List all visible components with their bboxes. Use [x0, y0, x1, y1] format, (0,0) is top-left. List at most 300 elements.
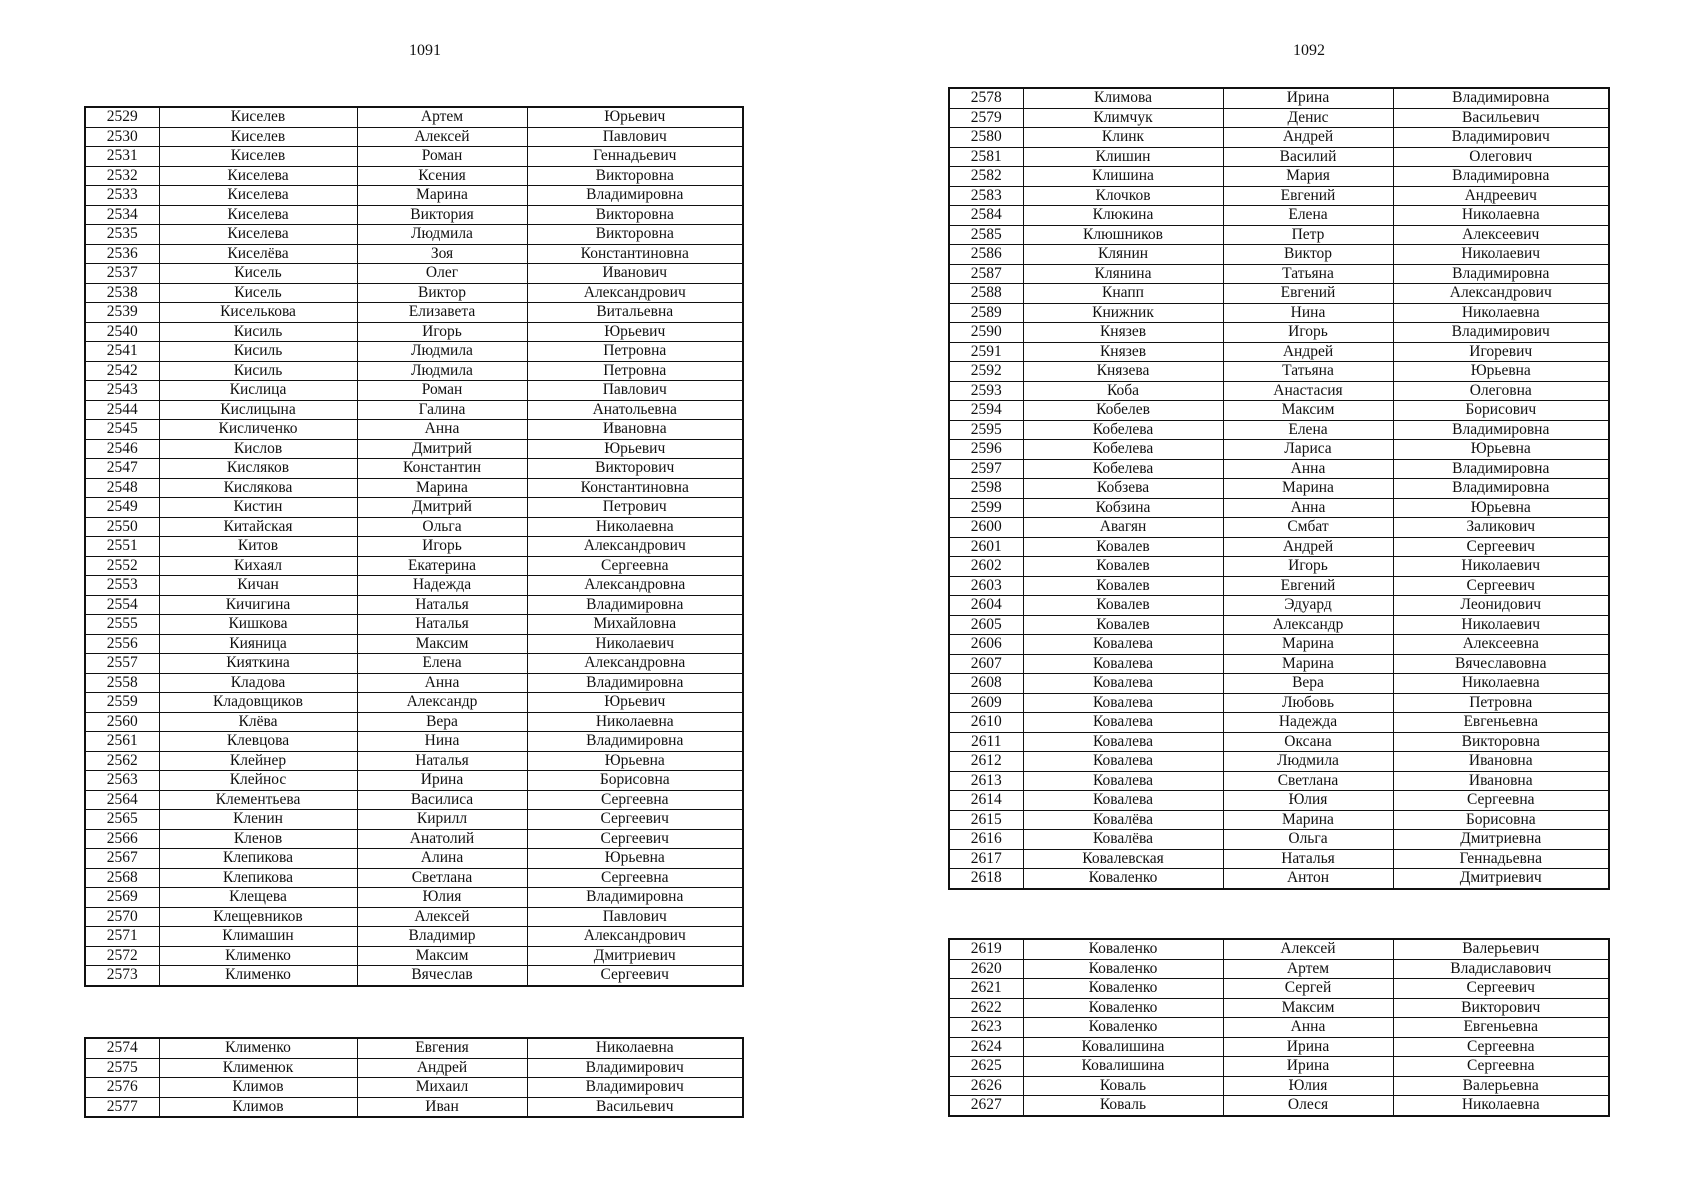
surname-cell: Клименко — [159, 1038, 357, 1058]
table-row — [949, 303, 1609, 323]
record-number-cell: 2612 — [949, 752, 1023, 772]
record-number-cell: 2591 — [949, 342, 1023, 362]
patronymic-cell: Леонидович — [1393, 596, 1609, 616]
record-number-cell: 2573 — [85, 966, 159, 986]
table-row — [949, 998, 1609, 1018]
first-name-cell: Елена — [357, 654, 527, 674]
patronymic-cell: Николаевич — [1393, 615, 1609, 635]
surname-cell: Климов — [159, 1078, 357, 1098]
surname-cell: Кленин — [159, 810, 357, 830]
patronymic-cell: Валерьевна — [1393, 1076, 1609, 1096]
record-number-cell: 2561 — [85, 732, 159, 752]
table-row — [85, 1058, 743, 1078]
patronymic-cell: Александрович — [527, 283, 743, 303]
patronymic-cell: Викторовна — [527, 225, 743, 245]
first-name-cell: Владимир — [357, 927, 527, 947]
table-row — [85, 322, 743, 342]
patronymic-cell: Николаевич — [527, 634, 743, 654]
first-name-cell: Андрей — [1223, 537, 1393, 557]
record-number-cell: 2586 — [949, 245, 1023, 265]
table-row — [85, 888, 743, 908]
surname-cell: Ковалевская — [1023, 849, 1223, 869]
surname-cell: Клименко — [159, 946, 357, 966]
surname-cell: Князев — [1023, 342, 1223, 362]
first-name-cell: Эдуард — [1223, 596, 1393, 616]
first-name-cell: Максим — [1223, 998, 1393, 1018]
first-name-cell: Андрей — [1223, 342, 1393, 362]
surname-cell: Клянин — [1023, 245, 1223, 265]
first-name-cell: Анна — [1223, 498, 1393, 518]
patronymic-cell: Петровна — [527, 361, 743, 381]
record-number-cell: 2545 — [85, 420, 159, 440]
surname-cell: Ковалева — [1023, 654, 1223, 674]
patronymic-cell: Ивановна — [1393, 752, 1609, 772]
surname-cell: Коваленко — [1023, 998, 1223, 1018]
record-number-cell: 2546 — [85, 439, 159, 459]
first-name-cell: Марина — [1223, 654, 1393, 674]
surname-cell: Коваленко — [1023, 979, 1223, 999]
surname-cell: Кобзева — [1023, 479, 1223, 499]
record-number-cell: 2623 — [949, 1018, 1023, 1038]
table-row — [949, 791, 1609, 811]
first-name-cell: Зоя — [357, 244, 527, 264]
record-number-cell: 2599 — [949, 498, 1023, 518]
patronymic-cell: Викторовна — [1393, 732, 1609, 752]
table-row — [949, 401, 1609, 421]
patronymic-cell: Дмитриевич — [527, 946, 743, 966]
table-row — [949, 1096, 1609, 1116]
surname-cell: Кияница — [159, 634, 357, 654]
record-number-cell: 2581 — [949, 147, 1023, 167]
first-name-cell: Надежда — [357, 576, 527, 596]
table-row — [949, 771, 1609, 791]
surname-cell: Киселёва — [159, 244, 357, 264]
first-name-cell: Елизавета — [357, 303, 527, 323]
patronymic-cell: Дмитриевна — [1393, 830, 1609, 850]
table-row — [949, 1018, 1609, 1038]
first-name-cell: Алексей — [357, 907, 527, 927]
first-name-cell: Ольга — [1223, 830, 1393, 850]
table-row — [85, 361, 743, 381]
first-name-cell: Дмитрий — [357, 498, 527, 518]
first-name-cell: Оксана — [1223, 732, 1393, 752]
surname-cell: Коваль — [1023, 1076, 1223, 1096]
surname-cell: Ковалева — [1023, 635, 1223, 655]
first-name-cell: Виктор — [1223, 245, 1393, 265]
table-row — [85, 107, 743, 127]
record-number-cell: 2550 — [85, 517, 159, 537]
patronymic-cell: Константиновна — [527, 478, 743, 498]
surname-cell: Кичигина — [159, 595, 357, 615]
record-number-cell: 2590 — [949, 323, 1023, 343]
table-row — [949, 206, 1609, 226]
first-name-cell: Александр — [1223, 615, 1393, 635]
register-table-right-continued — [948, 938, 1610, 1117]
patronymic-cell: Викторович — [1393, 998, 1609, 1018]
table-row — [949, 615, 1609, 635]
first-name-cell: Петр — [1223, 225, 1393, 245]
surname-cell: Климов — [159, 1097, 357, 1117]
record-number-cell: 2555 — [85, 615, 159, 635]
table-row — [949, 693, 1609, 713]
record-number-cell: 2541 — [85, 342, 159, 362]
patronymic-cell: Викторовна — [527, 205, 743, 225]
surname-cell: Ковалева — [1023, 674, 1223, 694]
surname-cell: Кобелева — [1023, 459, 1223, 479]
surname-cell: Кленов — [159, 829, 357, 849]
patronymic-cell: Олеговна — [1393, 381, 1609, 401]
first-name-cell: Игорь — [357, 537, 527, 557]
record-number-cell: 2601 — [949, 537, 1023, 557]
table-row — [85, 595, 743, 615]
record-number-cell: 2556 — [85, 634, 159, 654]
first-name-cell: Наталья — [357, 751, 527, 771]
patronymic-cell: Александрович — [1393, 284, 1609, 304]
table-row — [85, 810, 743, 830]
surname-cell: Кияткина — [159, 654, 357, 674]
first-name-cell: Смбат — [1223, 518, 1393, 538]
surname-cell: Клименюк — [159, 1058, 357, 1078]
surname-cell: Ковалева — [1023, 713, 1223, 733]
record-number-cell: 2547 — [85, 459, 159, 479]
surname-cell: Клишин — [1023, 147, 1223, 167]
table-row — [949, 479, 1609, 499]
surname-cell: Киселев — [159, 127, 357, 147]
patronymic-cell: Павлович — [527, 127, 743, 147]
first-name-cell: Елена — [1223, 206, 1393, 226]
record-number-cell: 2594 — [949, 401, 1023, 421]
surname-cell: Клюшников — [1023, 225, 1223, 245]
record-number-cell: 2578 — [949, 88, 1023, 108]
surname-cell: Коваленко — [1023, 1018, 1223, 1038]
table-row — [85, 244, 743, 264]
patronymic-cell: Сергеевна — [527, 790, 743, 810]
surname-cell: Коваленко — [1023, 939, 1223, 959]
first-name-cell: Анна — [1223, 459, 1393, 479]
record-number-cell: 2596 — [949, 440, 1023, 460]
table-row — [85, 439, 743, 459]
record-number-cell: 2567 — [85, 849, 159, 869]
patronymic-cell: Петрович — [527, 498, 743, 518]
record-number-cell: 2587 — [949, 264, 1023, 284]
surname-cell: Китайская — [159, 517, 357, 537]
patronymic-cell: Васильевич — [1393, 108, 1609, 128]
first-name-cell: Елена — [1223, 420, 1393, 440]
table-row — [949, 1037, 1609, 1057]
record-number-cell: 2548 — [85, 478, 159, 498]
patronymic-cell: Юрьевна — [1393, 440, 1609, 460]
record-number-cell: 2605 — [949, 615, 1023, 635]
table-row — [85, 517, 743, 537]
surname-cell: Киселева — [159, 205, 357, 225]
patronymic-cell: Заликович — [1393, 518, 1609, 538]
patronymic-cell: Александровна — [527, 654, 743, 674]
table-row — [85, 400, 743, 420]
first-name-cell: Ольга — [357, 517, 527, 537]
record-number-cell: 2584 — [949, 206, 1023, 226]
patronymic-cell: Юрьевна — [1393, 498, 1609, 518]
record-number-cell: 2582 — [949, 167, 1023, 187]
record-number-cell: 2570 — [85, 907, 159, 927]
surname-cell: Ковалев — [1023, 576, 1223, 596]
patronymic-cell: Владимировна — [1393, 88, 1609, 108]
table-row — [85, 771, 743, 791]
patronymic-cell: Викторович — [527, 459, 743, 479]
patronymic-cell: Николаевич — [1393, 557, 1609, 577]
patronymic-cell: Юрьевич — [527, 322, 743, 342]
surname-cell: Клейнос — [159, 771, 357, 791]
table-row — [85, 732, 743, 752]
first-name-cell: Андрей — [357, 1058, 527, 1078]
patronymic-cell: Александрович — [527, 927, 743, 947]
table-row — [949, 342, 1609, 362]
patronymic-cell: Игоревич — [1393, 342, 1609, 362]
surname-cell: Кисиль — [159, 342, 357, 362]
record-number-cell: 2627 — [949, 1096, 1023, 1116]
table-row — [85, 478, 743, 498]
table-row — [85, 1097, 743, 1117]
patronymic-cell: Владимирович — [527, 1058, 743, 1078]
patronymic-cell: Геннадьевич — [527, 147, 743, 167]
first-name-cell: Екатерина — [357, 556, 527, 576]
surname-cell: Ковалев — [1023, 557, 1223, 577]
record-number-cell: 2558 — [85, 673, 159, 693]
record-number-cell: 2559 — [85, 693, 159, 713]
table-row — [949, 557, 1609, 577]
record-number-cell: 2534 — [85, 205, 159, 225]
table-row — [85, 459, 743, 479]
record-number-cell: 2574 — [85, 1038, 159, 1058]
first-name-cell: Людмила — [357, 342, 527, 362]
first-name-cell: Виктория — [357, 205, 527, 225]
surname-cell: Киселева — [159, 186, 357, 206]
table-row — [949, 939, 1609, 959]
record-number-cell: 2589 — [949, 303, 1023, 323]
first-name-cell: Мария — [1223, 167, 1393, 187]
patronymic-cell: Юрьевна — [1393, 362, 1609, 382]
patronymic-cell: Николаевна — [527, 712, 743, 732]
record-number-cell: 2595 — [949, 420, 1023, 440]
patronymic-cell: Сергеевич — [527, 829, 743, 849]
surname-cell: Клименко — [159, 966, 357, 986]
table-row — [949, 440, 1609, 460]
first-name-cell: Максим — [1223, 401, 1393, 421]
surname-cell: Кихаял — [159, 556, 357, 576]
first-name-cell: Евгения — [357, 1038, 527, 1058]
table-row — [85, 303, 743, 323]
table-row — [949, 420, 1609, 440]
table-row — [85, 927, 743, 947]
patronymic-cell: Евгеньевна — [1393, 713, 1609, 733]
patronymic-cell: Борисовна — [1393, 810, 1609, 830]
table-row — [85, 127, 743, 147]
record-number-cell: 2531 — [85, 147, 159, 167]
record-number-cell: 2566 — [85, 829, 159, 849]
first-name-cell: Игорь — [357, 322, 527, 342]
patronymic-cell: Владимирович — [1393, 323, 1609, 343]
table-row — [949, 830, 1609, 850]
first-name-cell: Вера — [357, 712, 527, 732]
first-name-cell: Марина — [357, 186, 527, 206]
first-name-cell: Светлана — [357, 868, 527, 888]
patronymic-cell: Владимирович — [527, 1078, 743, 1098]
record-number-cell: 2552 — [85, 556, 159, 576]
record-number-cell: 2593 — [949, 381, 1023, 401]
record-number-cell: 2553 — [85, 576, 159, 596]
patronymic-cell: Вячеславовна — [1393, 654, 1609, 674]
record-number-cell: 2575 — [85, 1058, 159, 1078]
surname-cell: Кисляков — [159, 459, 357, 479]
table-row — [949, 635, 1609, 655]
table-row — [85, 556, 743, 576]
table-row — [949, 959, 1609, 979]
patronymic-cell: Сергеевна — [1393, 1057, 1609, 1077]
first-name-cell: Анастасия — [1223, 381, 1393, 401]
surname-cell: Клёва — [159, 712, 357, 732]
record-number-cell: 2626 — [949, 1076, 1023, 1096]
first-name-cell: Вячеслав — [357, 966, 527, 986]
surname-cell: Кистин — [159, 498, 357, 518]
surname-cell: Ковалева — [1023, 732, 1223, 752]
record-number-cell: 2551 — [85, 537, 159, 557]
first-name-cell: Татьяна — [1223, 362, 1393, 382]
record-number-cell: 2538 — [85, 283, 159, 303]
page-number-right: 1092 — [1293, 42, 1325, 59]
record-number-cell: 2604 — [949, 596, 1023, 616]
first-name-cell: Надежда — [1223, 713, 1393, 733]
surname-cell: Коваленко — [1023, 869, 1223, 889]
table-row — [85, 576, 743, 596]
table-row — [949, 518, 1609, 538]
table-row — [85, 205, 743, 225]
table-row — [85, 693, 743, 713]
table-row — [85, 420, 743, 440]
first-name-cell: Евгений — [1223, 186, 1393, 206]
first-name-cell: Евгений — [1223, 284, 1393, 304]
first-name-cell: Игорь — [1223, 557, 1393, 577]
record-number-cell: 2583 — [949, 186, 1023, 206]
patronymic-cell: Борисовна — [527, 771, 743, 791]
surname-cell: Клементьева — [159, 790, 357, 810]
record-number-cell: 2616 — [949, 830, 1023, 850]
table-row — [85, 634, 743, 654]
surname-cell: Китов — [159, 537, 357, 557]
patronymic-cell: Владимировна — [527, 888, 743, 908]
record-number-cell: 2539 — [85, 303, 159, 323]
surname-cell: Клещевников — [159, 907, 357, 927]
patronymic-cell: Владимировна — [1393, 264, 1609, 284]
register-table-left-main — [84, 106, 744, 987]
surname-cell: Кисиль — [159, 361, 357, 381]
patronymic-cell: Дмитриевич — [1393, 869, 1609, 889]
first-name-cell: Алексей — [357, 127, 527, 147]
patronymic-cell: Юрьевич — [527, 693, 743, 713]
surname-cell: Коваль — [1023, 1096, 1223, 1116]
first-name-cell: Нина — [1223, 303, 1393, 323]
table-row — [85, 166, 743, 186]
surname-cell: Кисиль — [159, 322, 357, 342]
table-row — [949, 869, 1609, 889]
table-row — [85, 342, 743, 362]
first-name-cell: Марина — [357, 478, 527, 498]
first-name-cell: Кирилл — [357, 810, 527, 830]
record-number-cell: 2620 — [949, 959, 1023, 979]
surname-cell: Климова — [1023, 88, 1223, 108]
surname-cell: Ковалёва — [1023, 830, 1223, 850]
record-number-cell: 2603 — [949, 576, 1023, 596]
record-number-cell: 2549 — [85, 498, 159, 518]
patronymic-cell: Анатольевна — [527, 400, 743, 420]
surname-cell: Ковалев — [1023, 615, 1223, 635]
surname-cell: Кобелева — [1023, 420, 1223, 440]
patronymic-cell: Юрьевич — [527, 107, 743, 127]
first-name-cell: Людмила — [357, 361, 527, 381]
surname-cell: Ковалева — [1023, 771, 1223, 791]
table-row — [85, 712, 743, 732]
record-number-cell: 2576 — [85, 1078, 159, 1098]
patronymic-cell: Николаевна — [1393, 206, 1609, 226]
record-number-cell: 2580 — [949, 128, 1023, 148]
table-row — [85, 654, 743, 674]
record-number-cell: 2610 — [949, 713, 1023, 733]
table-row — [85, 147, 743, 167]
first-name-cell: Роман — [357, 147, 527, 167]
surname-cell: Климчук — [1023, 108, 1223, 128]
surname-cell: Кнапп — [1023, 284, 1223, 304]
first-name-cell: Константин — [357, 459, 527, 479]
first-name-cell: Денис — [1223, 108, 1393, 128]
surname-cell: Кислов — [159, 439, 357, 459]
surname-cell: Клочков — [1023, 186, 1223, 206]
surname-cell: Кичан — [159, 576, 357, 596]
first-name-cell: Наталья — [357, 595, 527, 615]
table-row — [85, 751, 743, 771]
surname-cell: Клепикова — [159, 849, 357, 869]
surname-cell: Ковалева — [1023, 693, 1223, 713]
patronymic-cell: Сергеевич — [527, 966, 743, 986]
table-row — [949, 167, 1609, 187]
record-number-cell: 2568 — [85, 868, 159, 888]
surname-cell: Кислякова — [159, 478, 357, 498]
patronymic-cell: Сергеевна — [527, 556, 743, 576]
first-name-cell: Дмитрий — [357, 439, 527, 459]
first-name-cell: Максим — [357, 946, 527, 966]
table-row — [949, 381, 1609, 401]
surname-cell: Клейнер — [159, 751, 357, 771]
record-number-cell: 2530 — [85, 127, 159, 147]
surname-cell: Книжник — [1023, 303, 1223, 323]
patronymic-cell: Петровна — [1393, 693, 1609, 713]
first-name-cell: Андрей — [1223, 128, 1393, 148]
patronymic-cell: Иванович — [527, 264, 743, 284]
surname-cell: Кладовщиков — [159, 693, 357, 713]
surname-cell: Клянина — [1023, 264, 1223, 284]
first-name-cell: Людмила — [1223, 752, 1393, 772]
surname-cell: Ковалев — [1023, 596, 1223, 616]
surname-cell: Клещева — [159, 888, 357, 908]
patronymic-cell: Сергеевич — [1393, 537, 1609, 557]
table-row — [949, 849, 1609, 869]
first-name-cell: Олег — [357, 264, 527, 284]
surname-cell: Ковалев — [1023, 537, 1223, 557]
table-row — [85, 966, 743, 986]
register-table-left-continued — [84, 1037, 744, 1118]
table-row — [85, 1078, 743, 1098]
first-name-cell: Юлия — [1223, 1076, 1393, 1096]
record-number-cell: 2622 — [949, 998, 1023, 1018]
surname-cell: Князева — [1023, 362, 1223, 382]
first-name-cell: Анна — [1223, 1018, 1393, 1038]
